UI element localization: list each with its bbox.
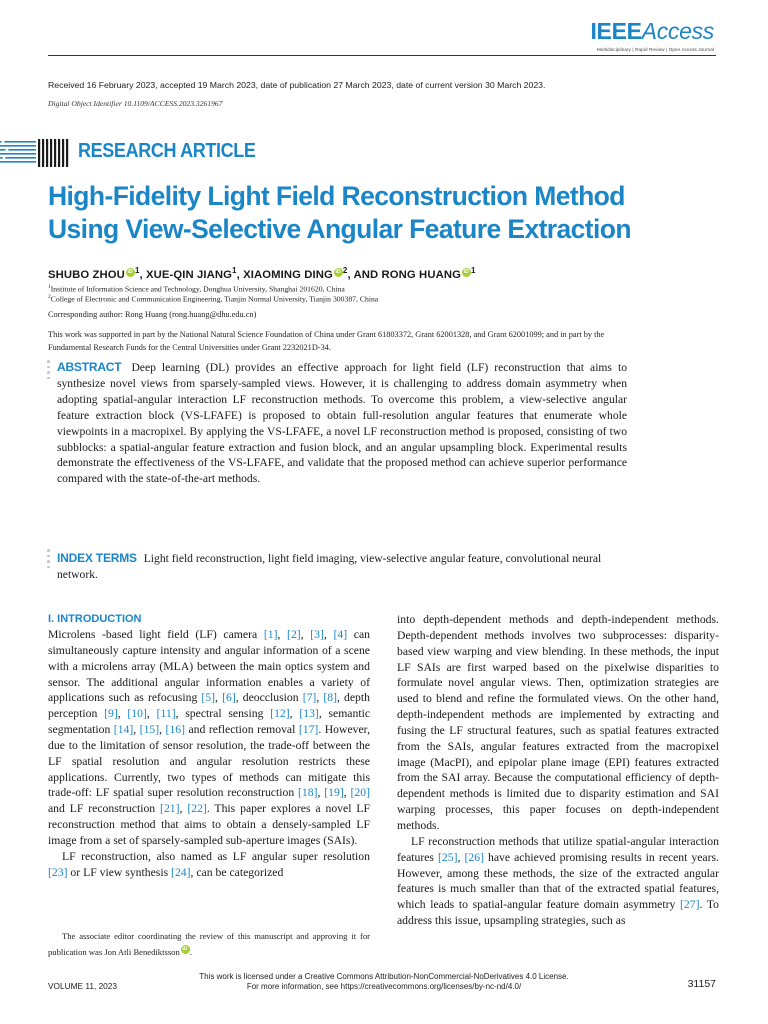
orcid-icon[interactable] — [181, 945, 190, 954]
body-text: can simultaneously capture intensity and angular information of a scene with a microlens array (MLA) between the main optics system and sensor. The additional angular information enables a variety of applications such as refocusing — [48, 628, 370, 705]
citation-link[interactable]: [6] — [222, 691, 236, 705]
body-text: , — [300, 628, 311, 641]
doi-line: Digital Object Identifier 10.1109/ACCESS.2023.3261967 — [48, 99, 223, 108]
author-name: XIAOMING DING — [243, 268, 333, 281]
citation-link[interactable]: [7] — [302, 691, 317, 705]
citation-link[interactable]: [1] — [263, 628, 278, 641]
author-affiliation-number: 1 — [470, 266, 476, 275]
index-terms-heading: INDEX TERMS — [57, 551, 137, 565]
body-text: , — [179, 802, 188, 816]
citation-link[interactable]: [17] — [298, 723, 319, 737]
volume-info: VOLUME 11, 2023 — [48, 981, 118, 991]
header-rule — [48, 55, 716, 56]
body-text: , — [133, 723, 140, 737]
citation-link[interactable]: [14] — [113, 723, 134, 737]
author-name: XUE-QIN JIANG — [146, 268, 233, 281]
index-terms-dots-icon — [47, 549, 51, 571]
received-dates: Received 16 February 2023, accepted 19 March 2023, date of publication 27 March 2023, date of current version 30 March 2023. — [48, 80, 546, 90]
abstract-heading: ABSTRACT — [57, 360, 122, 374]
body-paragraph — [48, 849, 370, 881]
article-type-label: RESEARCH ARTICLE — [78, 140, 256, 162]
citation-link[interactable]: [22] — [187, 802, 207, 816]
author-name: SHUBO ZHOU — [48, 268, 125, 281]
citation-link[interactable]: [3] — [310, 628, 324, 641]
body-text: . This paper explores a novel LF reconstruction method that aims to obtain a densely-sampled LF image from a set of sparsely-sampled sub-aperture images (SAIs). — [48, 802, 370, 847]
left-column — [48, 612, 370, 881]
body-text: Microlens -based light field (LF) camera — [48, 628, 264, 641]
page-number: 31157 — [687, 978, 716, 990]
body-text: . To address this issue, upsampling strategies, such as — [397, 898, 719, 928]
journal-brand — [590, 18, 714, 44]
brand-ieee: IEEE — [590, 18, 642, 44]
citation-link[interactable]: [18] — [298, 786, 318, 800]
index-terms-text: Light field reconstruction, light field imaging, view-selective angular feature, convolutional neural network. — [57, 552, 602, 581]
body-text: , — [146, 707, 157, 721]
right-column-body — [397, 612, 719, 929]
orcid-icon[interactable] — [462, 268, 471, 277]
body-text: , deocclusion — [235, 691, 303, 705]
body-text: , — [457, 850, 465, 864]
body-text: , — [277, 628, 288, 641]
body-text: , — [289, 707, 300, 721]
author-separator: , — [139, 268, 146, 281]
author-separator: , — [236, 268, 244, 281]
license-line-1: This work is licensed under a Creative Commons Attribution-NonCommercial-NoDerivatives 4.0 License. — [199, 972, 569, 981]
body-paragraph — [397, 612, 719, 834]
body-text: , — [317, 786, 325, 800]
affiliation-2-text: College of Electronic and Communication Engineering, Tianjin Normal University, Tianjin 300387, China — [50, 294, 379, 304]
abstract-text: Deep learning (DL) provides an effective approach for light field (LF) reconstruction that aims to synthesize novel views from sparsely-sampled views. However, it is challenging to address domain asymmetry when adopting spatial-angular interaction LF reconstruction methods. To overcome this problem, a view-selective angular feature extraction block (VS-LFAFE) is proposed to obtain full-resolution angular features that enumerate whole viewpoints in a macropixel. By applying the VS-LFAFE, a novel LF reconstruction method is proposed, consisting of two subblocks: a spatial-angular feature extraction and fusion block, and an angular upsampling block. Experimental results demonstrate the effectiveness of the VS-LFAFE, and validate that the proposed method can achieve superior performance compared with the state-of-the-art methods. — [57, 361, 627, 486]
citation-link[interactable]: [12] — [270, 707, 290, 721]
license-line-2[interactable]: For more information, see https://creativecommons.org/licenses/by-nc-nd/4.0/ — [246, 982, 522, 991]
author-list — [48, 266, 476, 281]
body-text: , depth perception — [48, 691, 370, 721]
body-text: , semantic segmentation — [48, 707, 371, 737]
citation-link[interactable]: [24] — [171, 865, 191, 879]
affiliation-2 — [48, 294, 378, 304]
abstract — [57, 360, 627, 487]
citation-link[interactable]: [21] — [160, 802, 180, 816]
body-text: , — [117, 707, 128, 721]
body-text: , — [215, 691, 223, 705]
citation-link[interactable]: [13] — [299, 707, 319, 721]
journal-tagline: Multidisciplinary | Rapid Review | Open Access Journal — [596, 47, 714, 52]
author-affiliation-number: 1 — [232, 266, 237, 275]
author-name: RONG HUANG — [381, 268, 461, 281]
citation-link[interactable]: [25] — [438, 850, 458, 864]
citation-link[interactable]: [15] — [139, 723, 160, 737]
body-text: , — [316, 691, 324, 705]
article-type-stripes-icon — [0, 138, 70, 168]
body-text: have achieved promising results in recent years. However, among these methods, the size of the extracted angular features is much smaller than that of the extracted spatial features, which leads to spatial-angular feature domain asymmetry — [397, 850, 719, 912]
orcid-icon[interactable] — [334, 268, 343, 277]
author-affiliation-number: 1 — [134, 266, 140, 275]
index-terms — [57, 551, 627, 583]
citation-link[interactable]: [2] — [287, 628, 301, 641]
body-text: LF reconstruction methods that utilize spatial-angular interaction features — [397, 834, 719, 864]
body-text: , — [159, 723, 166, 737]
body-text: and LF reconstruction — [48, 802, 161, 816]
body-text: , spectral sensing — [175, 707, 271, 721]
journal-logo — [590, 18, 714, 52]
abstract-dots-icon — [47, 360, 51, 382]
body-paragraph — [397, 834, 719, 929]
editor-footnote-text: The associate editor coordinating the review of this manuscript and approving it for publication was Jon Atli Benediktsson — [48, 931, 370, 957]
body-text: into depth-dependent methods and depth-independent methods. Depth-dependent methods involves two subprocesses: disparity-based view warping and view blending. In these methods, the input LF SAIs are first warped based on the pixelwise disparities to formulate novel angular views. Then, optimization strategies are used to blend and refine the formulated views. On the other hand, depth-independent methods are implemented by extracting and fusing the LF structural features, such as spatial features extracted from the SAIs, angular features extracted from the macropixel image (MacPI), and epipolar plane image (EPI) features extracted from the SAI array. Because the computational efficiency of depth-dependent methods is limited due to disparity estimation and SAI warping processes, this paper focuses on depth-independent methods. — [397, 613, 719, 832]
body-text: LF reconstruction, also named as LF angular super resolution — [62, 849, 370, 863]
body-text: or LF view synthesis — [67, 865, 172, 879]
citation-link[interactable]: [26] — [464, 850, 484, 864]
body-text: , can be categorized — [190, 865, 284, 879]
corresponding-author: Corresponding author: Rong Huang (rong.huang@dhu.edu.cn) — [48, 310, 257, 319]
affiliation-1-text: Institute of Information Science and Technology, Donghua University, Shanghai 201620, China — [50, 284, 345, 294]
body-text: , — [343, 786, 351, 800]
body-text: . However, due to the limitation of sensor resolution, the trade-off between the LF spatial resolution and angular resolution restricts these applications. Currently, two types of methods can mitigate this trade-off: LF spatial super resolution reconstruction — [48, 723, 371, 800]
citation-link[interactable]: [8] — [323, 691, 337, 705]
affiliation-1 — [48, 284, 345, 294]
citation-link[interactable]: [10] — [127, 707, 147, 721]
body-paragraph — [48, 627, 370, 849]
title-line-2: Using View-Selective Angular Feature Extraction — [48, 214, 631, 244]
affiliation-2-number: 2 — [48, 294, 51, 300]
affiliation-1-number: 1 — [48, 284, 51, 290]
citation-link[interactable]: [9] — [104, 707, 118, 721]
citation-link[interactable]: [16] — [165, 723, 186, 737]
editor-footnote: The associate editor coordinating the review of this manuscript and approving it for publication was Jon Atli BenediktssoniD . — [48, 928, 370, 960]
body-text: and reflection removal — [185, 723, 299, 737]
citation-link[interactable]: [19] — [324, 786, 344, 800]
funding-statement: This work was supported in part by the National Natural Science Foundation of China under Grant 61803372, Grant 62001328, and Grant 62001099; and in part by the Fundamental Research Funds for the Central Universities under Grant 2232021D-34. — [48, 330, 605, 352]
citation-link[interactable]: [27] — [679, 898, 700, 912]
citation-link[interactable]: [4] — [333, 628, 348, 641]
paper-title — [48, 180, 688, 246]
body-text: , — [323, 628, 334, 641]
left-column-body — [48, 627, 370, 881]
orcid-icon[interactable] — [126, 268, 135, 277]
brand-access: Access — [641, 18, 714, 44]
author-affiliation-number: 2 — [342, 266, 348, 275]
section-heading-introduction: I. INTRODUCTION — [48, 613, 142, 625]
citation-link[interactable]: [5] — [201, 691, 216, 705]
citation-link[interactable]: [23] — [48, 865, 68, 879]
title-line-1: High-Fidelity Light Field Reconstruction Method — [48, 181, 625, 211]
right-column — [397, 612, 719, 929]
author-separator: , AND — [347, 268, 382, 281]
citation-link[interactable]: [11] — [156, 707, 176, 721]
citation-link[interactable]: [20] — [350, 786, 370, 800]
